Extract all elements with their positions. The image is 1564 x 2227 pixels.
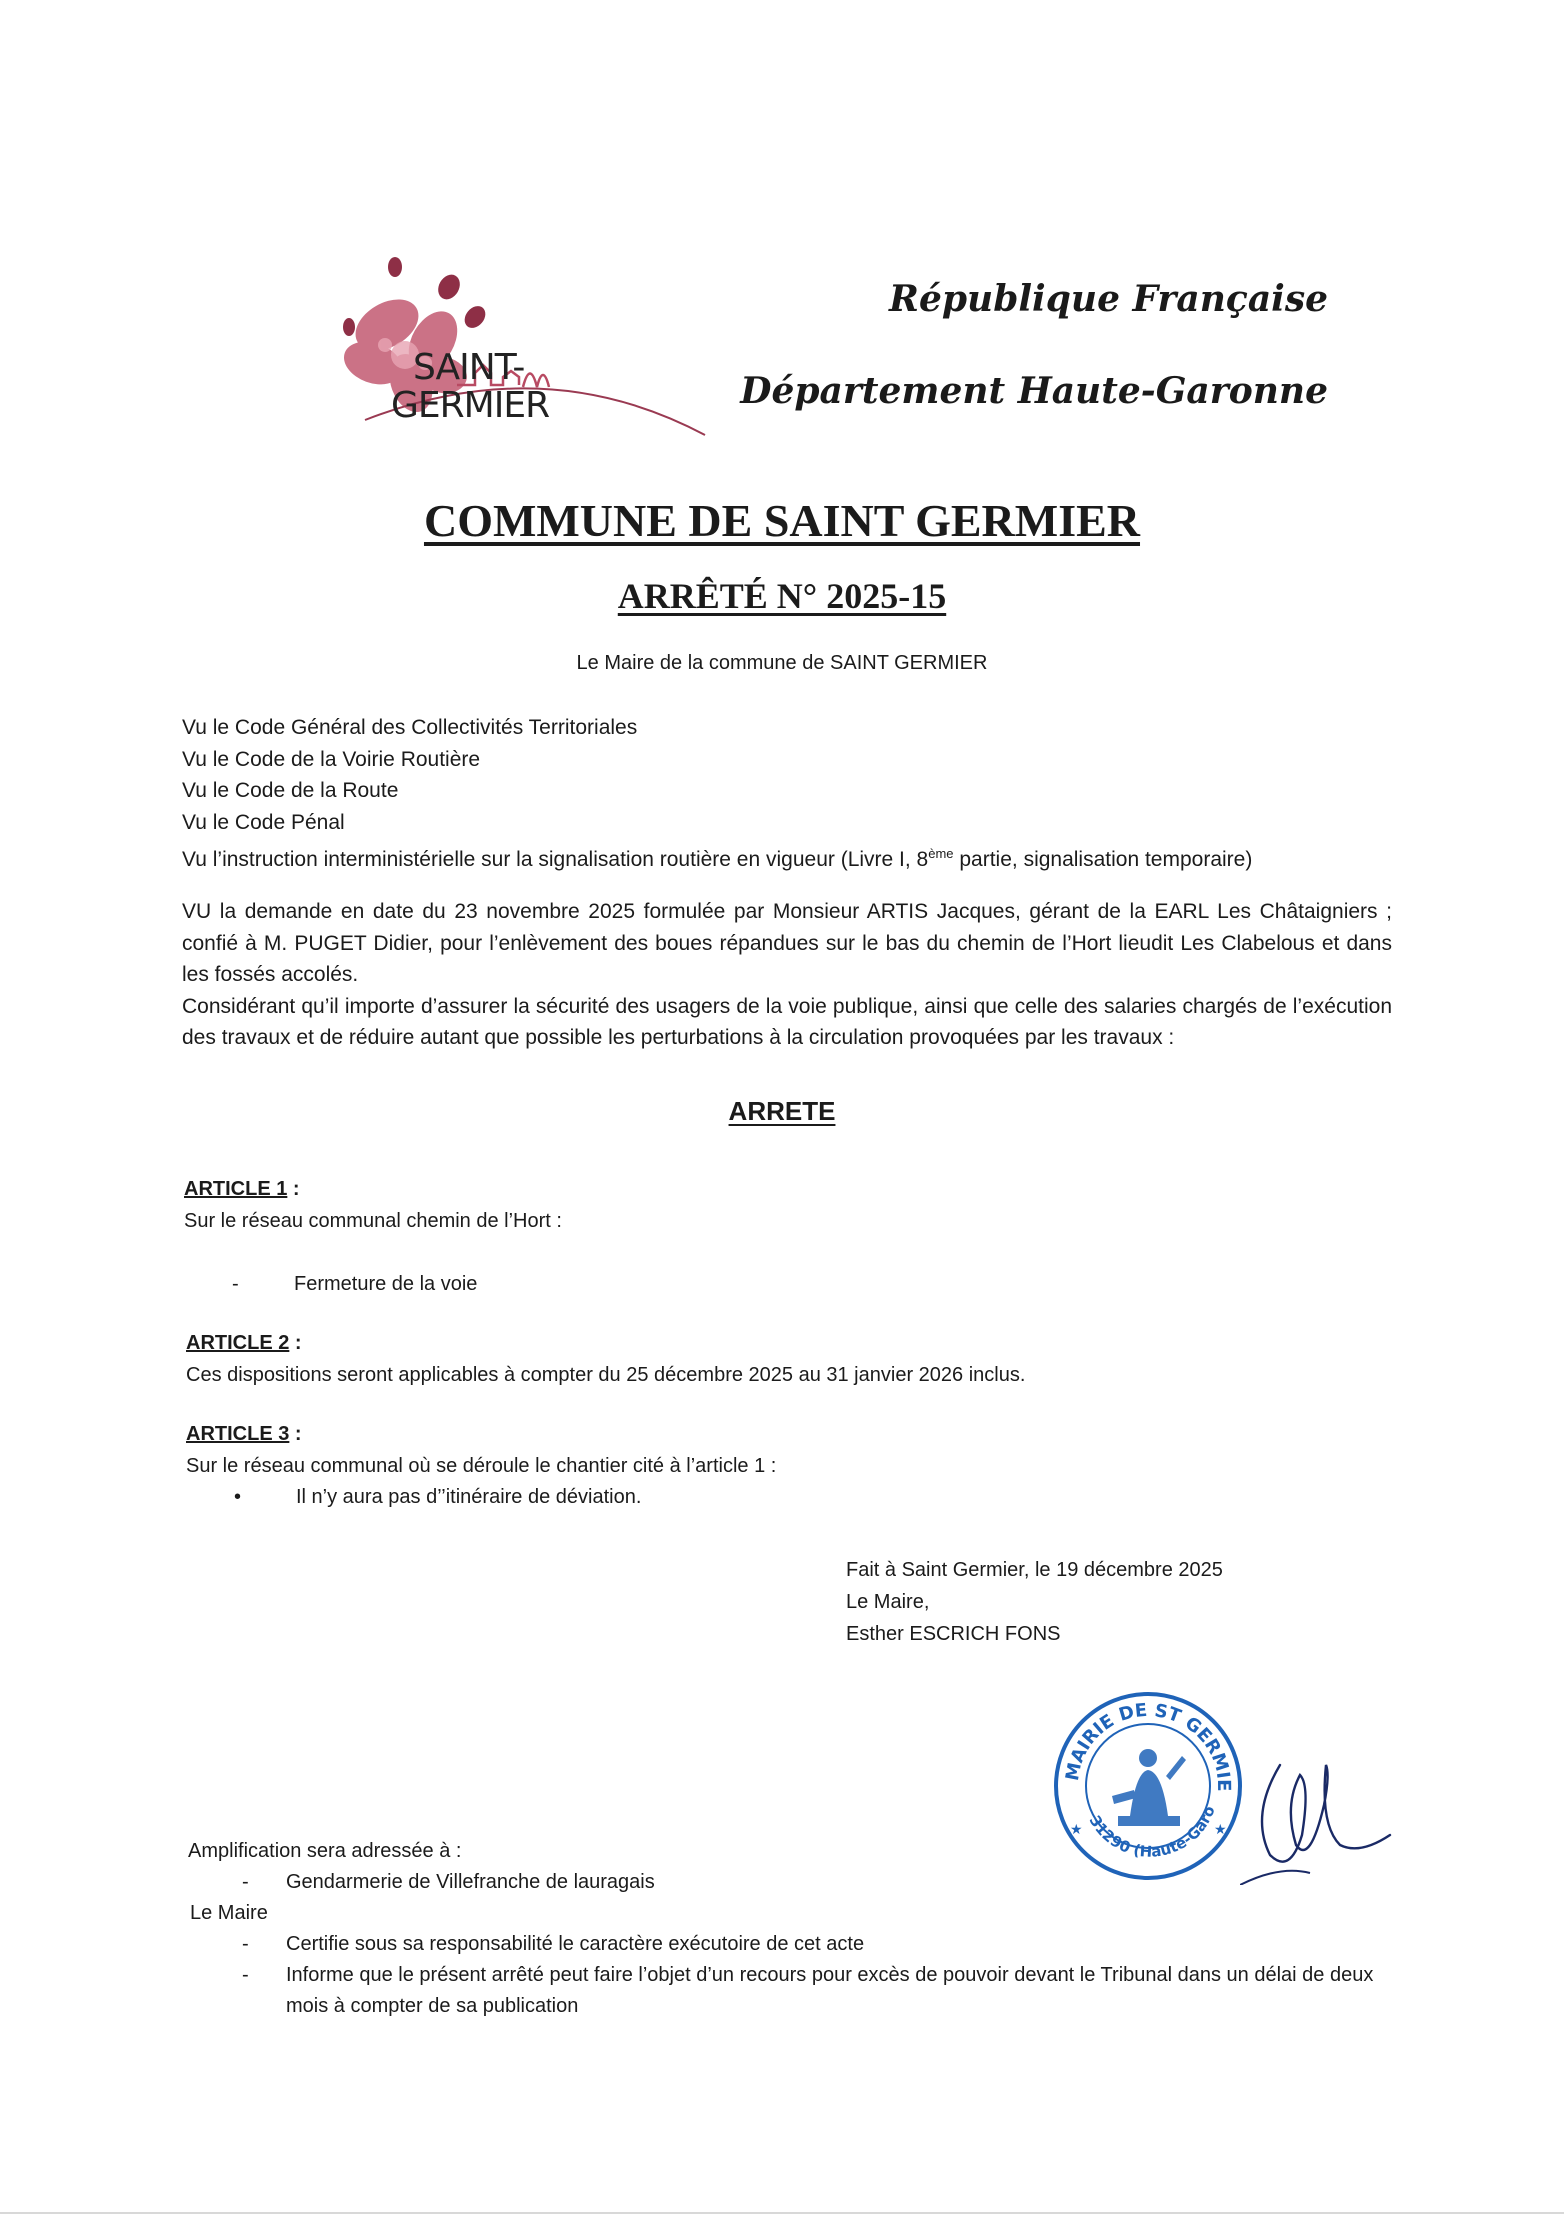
amplification-maire: Le Maire: [190, 1902, 268, 1924]
stamp-top-text: MAIRIE DE ST GERMIE: [1061, 1699, 1235, 1792]
vu-item-instruction: [182, 838, 1402, 876]
stamp-bottom-text: 31290 (Haute-Garo: [1085, 1803, 1219, 1861]
article-2-text: Ces dispositions seront applicables à compter du 25 décembre 2025 au 31 janvier 2026 inclus.: [186, 1363, 1026, 1386]
vu-item: Vu le Code Pénal: [182, 810, 345, 834]
arrete-number: ARRÊTÉ N° 2025-15: [617, 576, 947, 616]
article-3: [186, 1419, 1386, 1514]
bullet-marker: •: [234, 1486, 242, 1508]
considerant-paragraph: Considérant qu’il importe d’assurer la sécurité des usagers de la voie publique, ainsi que celle des salaries chargés de l’exécution des travaux et de réduire autant que possible les perturbations à la circulation provoquées par les travaux :: [182, 994, 1392, 1049]
vu-item: Vu le Code de la Voirie Routière: [182, 747, 481, 771]
article-1-text: Sur le réseau communal chemin de l’Hort :: [184, 1209, 562, 1232]
article-3-label: [186, 1419, 1386, 1451]
logo-line-2: GERMIER: [391, 385, 550, 426]
article-1-item-text: Fermeture de la voie: [294, 1273, 478, 1295]
amplification-block: [188, 1836, 1408, 2022]
vu-instruction-text-end: partie, signalisation temporaire): [953, 848, 1253, 871]
vu-instruction-sup: ème: [928, 846, 954, 861]
amplification-item-text: Certifie sous sa responsabilité le caractère exécutoire de cet acte: [286, 1933, 865, 1955]
vu-list: [182, 712, 1402, 876]
page-bottom-rule: [0, 2212, 1564, 2214]
vu-item: Vu le Code de la Route: [182, 779, 399, 802]
svg-text:★: ★: [1070, 1822, 1083, 1838]
article-3-colon: :: [289, 1423, 302, 1445]
dash-marker: -: [232, 1273, 239, 1295]
amplification-item: [188, 1929, 1408, 1960]
article-3-title: ARTICLE 3: [186, 1423, 290, 1445]
article-2-colon: :: [289, 1332, 302, 1354]
signature-name: Esther ESCRICH FONS: [846, 1623, 1061, 1645]
logo-line-1: SAINT-: [413, 347, 525, 388]
svg-text:★: ★: [1214, 1822, 1227, 1838]
dash-marker: -: [242, 1933, 249, 1955]
article-1-title: ARTICLE 1: [184, 1178, 288, 1200]
amplification-intro: Amplification sera adressée à :: [188, 1840, 462, 1862]
article-1-colon: :: [287, 1178, 300, 1200]
commune-title: COMMUNE DE SAINT GERMIER: [423, 495, 1141, 546]
article-2-title: ARTICLE 2: [186, 1332, 290, 1354]
vu-item: Vu le Code Général des Collectivités Territoriales: [182, 716, 638, 739]
request-paragraph: VU la demande en date du 23 novembre 2025 formulée par Monsieur ARTIS Jacques, gérant de la EARL Les Châtaigniers ; confié à M. PUGET Didier, pour l’enlèvement des boues répandues sur le bas du chemin de l’Hort lieudit Les Clabelous et dans les fossés accolés.: [182, 900, 1392, 986]
signature-place-date: Fait à Saint Germier, le 19 décembre 2025: [846, 1559, 1223, 1581]
article-1-item: [184, 1269, 1384, 1301]
dash-marker: -: [242, 1964, 249, 1986]
amplification-recipient-text: Gendarmerie de Villefranche de lauragais: [286, 1871, 655, 1893]
vu-instruction-text: Vu l’instruction interministérielle sur la signalisation routière en vigueur (Livre I, 8: [182, 848, 929, 871]
signature-role: Le Maire,: [846, 1591, 930, 1613]
commune-logo: [325, 255, 725, 445]
article-1: [184, 1174, 1384, 1301]
arrete-heading: ARRETE: [728, 1096, 836, 1126]
article-2-label: [186, 1328, 1386, 1360]
article-3-text: Sur le réseau communal où se déroule le chantier cité à l’article 1 :: [186, 1454, 777, 1477]
signature-block: [846, 1554, 1223, 1650]
article-3-item-text: Il n’y aura pas d’’itinéraire de déviation.: [296, 1486, 642, 1508]
amplification-recipient: [188, 1867, 1408, 1898]
mayor-intro: Le Maire de la commune de SAINT GERMIER: [576, 652, 988, 674]
article-1-label: [184, 1174, 1384, 1206]
request-block: [182, 896, 1392, 1054]
dash-marker: -: [242, 1871, 249, 1893]
department-heading: Département Haute-Garonne: [740, 370, 1328, 412]
article-2: [186, 1328, 1386, 1391]
amplification-item: [188, 1960, 1408, 2022]
article-3-item: [186, 1482, 1386, 1514]
republic-heading: République Française: [889, 278, 1328, 320]
amplification-item-text: Informe que le présent arrêté peut faire l’objet d’un recours pour excès de pouvoir devant le Tribunal dans un délai de deux mois à compter de sa publication: [286, 1964, 1374, 2017]
